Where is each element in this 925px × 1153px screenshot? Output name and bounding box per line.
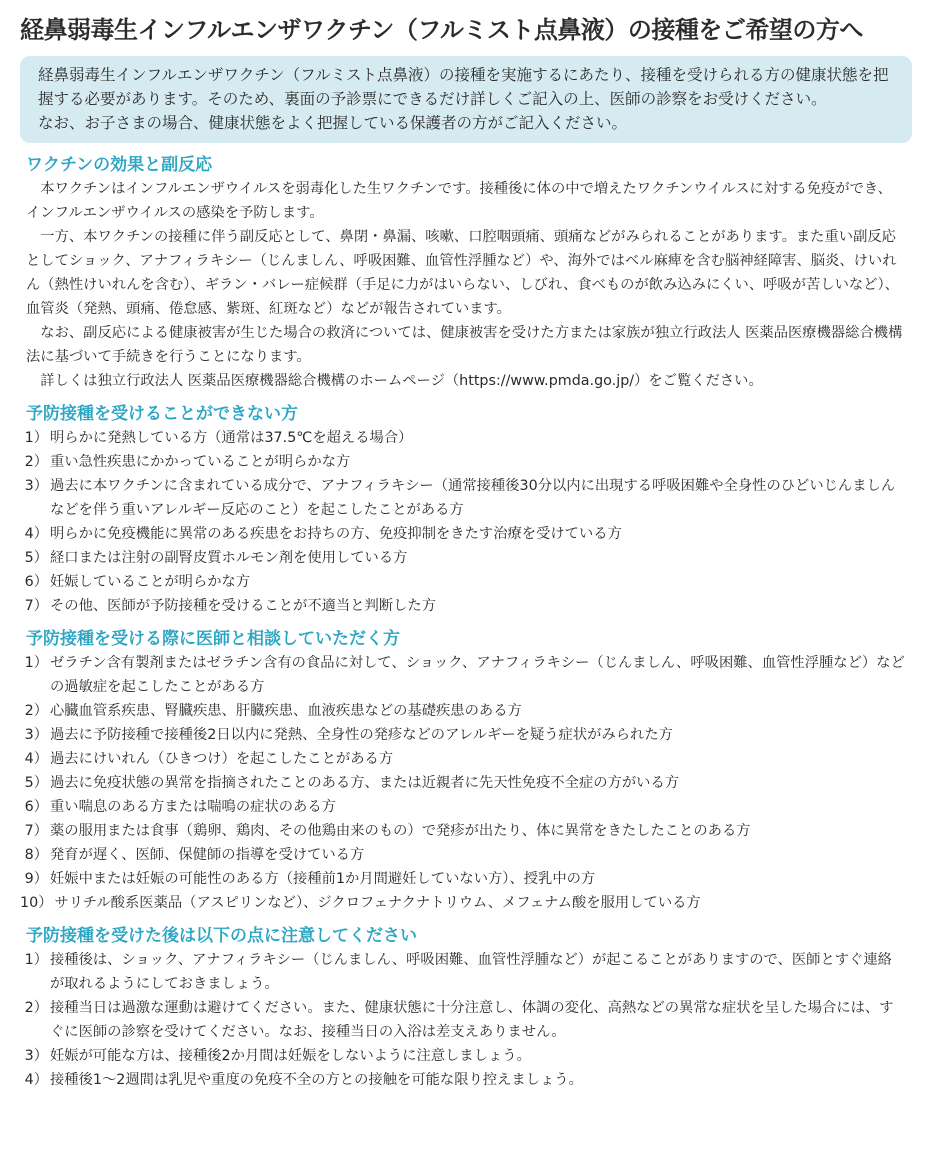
item-text: 重い喘息のある方または喘鳴の症状のある方 bbox=[50, 799, 336, 815]
list-item bbox=[20, 699, 906, 723]
item-number: 1） bbox=[24, 952, 48, 968]
item-text: 過去に本ワクチンに含まれている成分で、アナフィラキシー（通常接種後30分以内に出現する呼吸困難や全身性のひどいじんましんなどを伴う重いアレルギー反応のこと）を起こしたことがある方 bbox=[50, 478, 896, 518]
item-text: 発育が遅く、医師、保健師の指導を受けている方 bbox=[50, 847, 365, 863]
item-number: 9） bbox=[24, 871, 48, 887]
section-heading-after: 予防接種を受けた後は以下の点に注意してください bbox=[26, 926, 417, 946]
list-item bbox=[20, 843, 906, 867]
item-text: 経口または注射の副腎皮質ホルモン剤を使用している方 bbox=[50, 550, 408, 566]
section-heading-consult: 予防接種を受ける際に医師と相談していただく方 bbox=[26, 629, 400, 649]
item-number: 1） bbox=[24, 430, 48, 446]
list-item bbox=[20, 546, 906, 570]
effects-section bbox=[20, 153, 911, 393]
item-number: 4） bbox=[24, 526, 48, 542]
list-item bbox=[20, 594, 906, 618]
list-item bbox=[20, 1044, 906, 1068]
item-number: 3） bbox=[24, 727, 48, 743]
section-heading-cannot: 予防接種を受けることができない方 bbox=[26, 404, 298, 424]
item-number: 2） bbox=[24, 1000, 48, 1016]
list-item bbox=[20, 450, 906, 474]
list-item bbox=[20, 747, 906, 771]
item-text: 過去に予防接種で接種後2日以内に発熱、全身性の発疹などのアレルギーを疑う症状がみられた方 bbox=[50, 727, 673, 743]
effects-paragraph: なお、副反応による健康被害が生じた場合の救済については、健康被害を受けた方または家族が独立行政法人 医薬品医療機器総合機構法に基づいて手続きを行うことになります。 bbox=[26, 325, 903, 365]
section-heading-effects: ワクチンの効果と副反応 bbox=[26, 155, 213, 175]
item-text: 妊娠していることが明らかな方 bbox=[50, 574, 251, 590]
intro-note: なお、お子さまの場合、健康状態をよく把握している保護者の方がご記入ください。 bbox=[38, 114, 628, 132]
list-item bbox=[20, 996, 906, 1044]
list-item bbox=[20, 891, 906, 915]
item-text: 明らかに免疫機能に異常のある疾患をお持ちの方、免疫抑制をきたす治療を受けている方 bbox=[50, 526, 622, 542]
item-text: 明らかに発熱している方（通常は37.5℃を超える場合） bbox=[50, 430, 413, 446]
list-item bbox=[20, 426, 906, 450]
item-text: 過去に免疫状態の異常を指摘されたことのある方、または近親者に先天性免疫不全症の方がいる方 bbox=[50, 775, 680, 791]
item-text: 妊娠が可能な方は、接種後2か月間は妊娠をしないように注意しましょう。 bbox=[50, 1048, 531, 1064]
item-number: 8） bbox=[24, 847, 48, 863]
item-text: 過去にけいれん（ひきつけ）を起こしたことがある方 bbox=[50, 751, 394, 767]
intro-box bbox=[20, 56, 912, 143]
intro-text: 経鼻弱毒生インフルエンザワクチン（フルミスト点鼻液）の接種を実施するにあたり、接種を受けられる方の健康状態を把握する必要があります。そのため、裏面の予診票にできるだけ詳しくご記入の上、医師の診察をお受けください。 bbox=[38, 66, 889, 108]
consult-list bbox=[20, 651, 906, 915]
item-number: 3） bbox=[24, 478, 48, 494]
item-number: 7） bbox=[24, 823, 48, 839]
item-text: 薬の服用または食事（鶏卵、鶏肉、その他鶏由来のもの）で発疹が出たり、体に異常をきたしたことのある方 bbox=[50, 823, 751, 839]
item-text: 接種後は、ショック、アナフィラキシー（じんましん、呼吸困難、血管性浮腫など）が起こることがありますので、医師とすぐ連絡が取れるようにしておきましょう。 bbox=[50, 952, 892, 992]
list-item bbox=[20, 723, 906, 747]
item-number: 7） bbox=[24, 598, 48, 614]
item-number: 10） bbox=[20, 895, 53, 911]
item-number: 3） bbox=[24, 1048, 48, 1064]
item-text: 接種後1～2週間は乳児や重度の免疫不全の方との接触を可能な限り控えましょう。 bbox=[50, 1072, 583, 1088]
item-number: 5） bbox=[24, 550, 48, 566]
item-number: 2） bbox=[24, 454, 48, 470]
effects-paragraph: 詳しくは独立行政法人 医薬品医療機器総合機構のホームページ（https://www.pmda.go.jp/）をご覧ください。 bbox=[40, 373, 763, 389]
cannot-section bbox=[20, 402, 911, 618]
after-list bbox=[20, 948, 906, 1092]
list-item bbox=[20, 651, 906, 699]
list-item bbox=[20, 867, 906, 891]
effects-paragraph: 一方、本ワクチンの接種に伴う副反応として、鼻閉・鼻漏、咳嗽、口腔咽頭痛、頭痛などがみられることがあります。また重い副反応としてショック、アナフィラキシー（じんましん、呼吸困難、血管性浮腫など）や、海外ではベル麻痺を含む脳神経障害、脳炎、けいれん（熱性けいれんを含む）、ギラン・バレー症候群（手足に力がはいらない、しびれ、食べものが飲み込みにくい、呼吸が苦しいなど）、血管炎（発熱、頭痛、倦怠感、紫斑、紅斑など）などが報告されています。 bbox=[26, 229, 899, 317]
consult-section bbox=[20, 627, 911, 915]
item-number: 4） bbox=[24, 751, 48, 767]
effects-paragraph: 本ワクチンはインフルエンザウイルスを弱毒化した生ワクチンです。接種後に体の中で増えたワクチンウイルスに対する免疫ができ、インフルエンザウイルスの感染を予防します。 bbox=[26, 181, 892, 221]
list-item bbox=[20, 948, 906, 996]
list-item bbox=[20, 819, 906, 843]
item-text: 接種当日は過激な運動は避けてください。また、健康状態に十分注意し、体調の変化、高熱などの異常な症状を呈した場合には、すぐに医師の診察を受けてください。なお、接種当日の入浴は差支えありません。 bbox=[50, 1000, 894, 1040]
item-number: 6） bbox=[24, 574, 48, 590]
item-number: 2） bbox=[24, 703, 48, 719]
item-text: 心臓血管系疾患、腎臓疾患、肝臓疾患、血液疾患などの基礎疾患のある方 bbox=[50, 703, 522, 719]
item-text: 妊娠中または妊娠の可能性のある方（接種前1か月間避妊していない方）、授乳中の方 bbox=[50, 871, 596, 887]
item-text: その他、医師が予防接種を受けることが不適当と判断した方 bbox=[50, 598, 437, 614]
item-number: 6） bbox=[24, 799, 48, 815]
list-item bbox=[20, 570, 906, 594]
item-text: ゼラチン含有製剤またはゼラチン含有の食品に対して、ショック、アナフィラキシー（じんましん、呼吸困難、血管性浮腫など）などの過敏症を起こしたことがある方 bbox=[50, 655, 905, 695]
item-text: 重い急性疾患にかかっていることが明らかな方 bbox=[50, 454, 351, 470]
item-text: サリチル酸系医薬品（アスピリンなど）、ジクロフェナクナトリウム、メフェナム酸を服用している方 bbox=[54, 895, 701, 911]
list-item bbox=[20, 522, 906, 546]
item-number: 1） bbox=[24, 655, 48, 671]
cannot-list bbox=[20, 426, 906, 618]
item-number: 5） bbox=[24, 775, 48, 791]
item-number: 4） bbox=[24, 1072, 48, 1088]
after-section bbox=[20, 924, 911, 1092]
list-item bbox=[20, 474, 906, 522]
list-item bbox=[20, 771, 906, 795]
page-title: 経鼻弱毒生インフルエンザワクチン（フルミスト点鼻液）の接種をご希望の方へ bbox=[20, 16, 863, 44]
list-item bbox=[20, 795, 906, 819]
list-item bbox=[20, 1068, 906, 1092]
